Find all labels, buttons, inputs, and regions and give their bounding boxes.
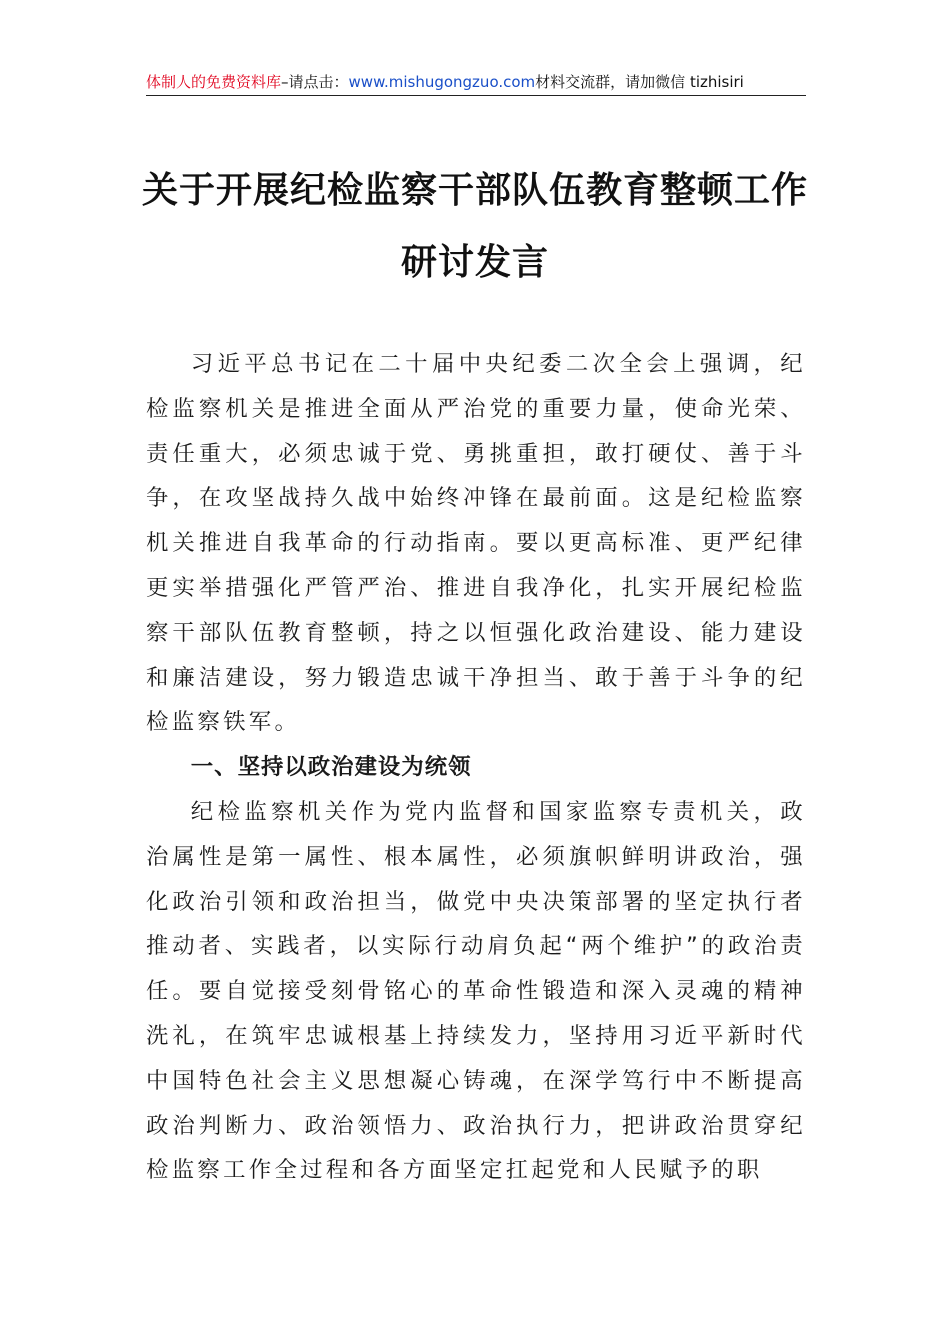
page-header (146, 72, 806, 92)
header-prompt: –请点击： (281, 73, 349, 91)
section1-heading: 一、坚持以政治建设为统领 (190, 754, 472, 780)
document-title-line2: 研讨发言 (400, 241, 549, 283)
header-url-link[interactable]: www.mishugongzuo.com (348, 73, 536, 91)
section1-paragraph: 纪检监察机关作为党内监督和国家监察专责机关，政治属性是第一属性、根本属性，必须旗帜鲜明讲政治，强化政治引领和政治担当，做党中央决策部署的坚定执行者推动者、实践者，以实际行动肩负起“两个维护”的政治责任。要自觉接受刻骨铭心的革命性锻造和深入灵魂的精神洗礼，在筑牢忠诚根基上持续发力，坚持用习近平新时代中国特色社会主义思想凝心铸魂，在深学笃行中不断提高政治判断力、政治领悟力、政治执行力，把讲政治贯穿纪检监察工作全过程和各方面坚定扛起党和人民赋予的职 (146, 799, 806, 1184)
intro-paragraph-block (146, 342, 806, 745)
document-title-line1: 关于开展纪检监察干部队伍教育整顿工作 (141, 169, 808, 211)
header-divider (146, 95, 806, 96)
section1-paragraph-block (146, 790, 806, 1193)
header-brand: 体制人的免费资料库 (146, 73, 282, 91)
header-tail: 材料交流群，请加微信 tizhisiri (535, 73, 744, 91)
section1-heading-block (146, 745, 806, 790)
intro-paragraph: 习近平总书记在二十届中央纪委二次全会上强调，纪检监察机关是推进全面从严治党的重要力量，使命光荣、责任重大，必须忠诚于党、勇挑重担，敢打硬仗、善于斗争，在攻坚战持久战中始终冲锋在最前面。这是纪检监察机关推进自我革命的行动指南。要以更高标准、更严纪律更实举措强化严管严治、推进自我净化，扎实开展纪检监察干部队伍教育整顿，持之以恒强化政治建设、能力建设和廉洁建设，努力锻造忠诚干净担当、敢于善于斗争的纪检监察铁军。 (146, 351, 806, 736)
